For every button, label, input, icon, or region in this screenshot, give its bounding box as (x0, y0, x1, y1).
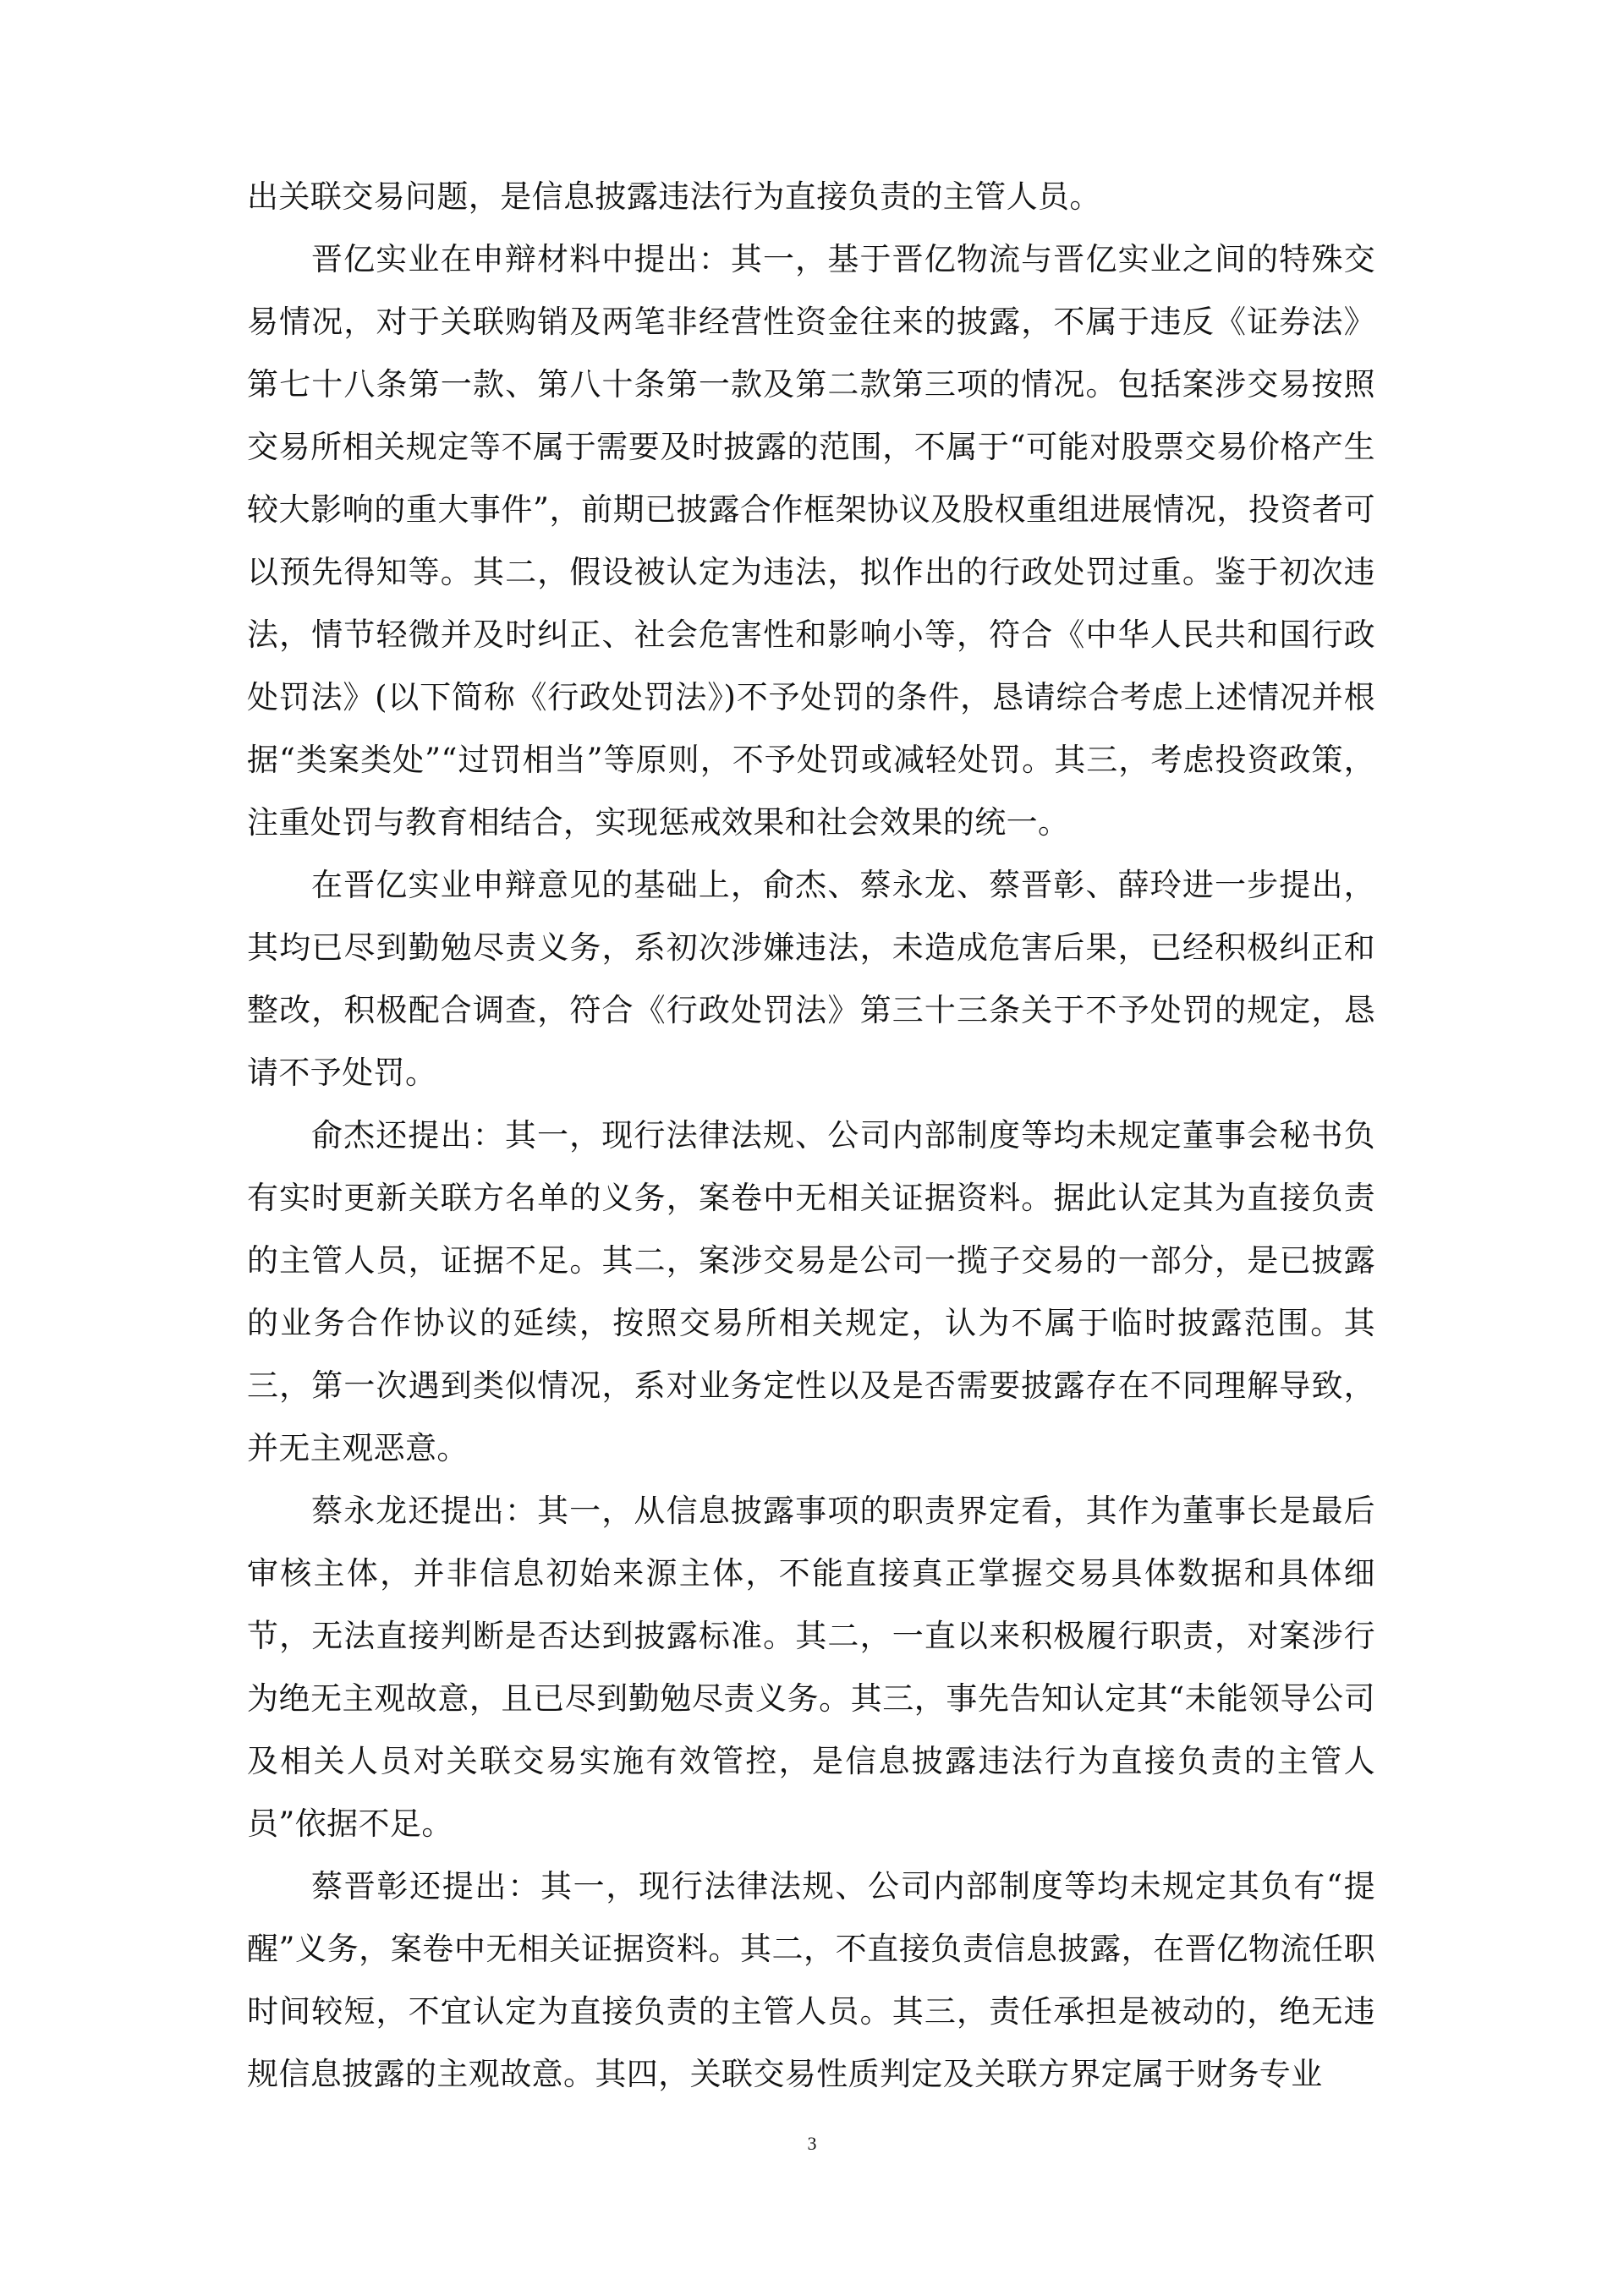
document-body (247, 166, 1375, 2106)
paragraph-continuation: 出关联交易问题，是信息披露违法行为直接负责的主管人员。 (247, 178, 1101, 215)
paragraph-joint-defense: 在晋亿实业申辩意见的基础上，俞杰、蔡永龙、蔡晋彰、薛玲进一步提出，其均已尽到勤勉尽责义务，系初次涉嫌违法，未造成危害后果，已经积极纠正和整改，积极配合调查，符合《行政处罚法》第三十三条关于不予处罚的规定，恳请不予处罚。 (247, 867, 1375, 1091)
paragraph-caijinzhang-defense: 蔡晋彰还提出：其一，现行法律法规、公司内部制度等均未规定其负有“提醒”义务，案卷中无相关证据资料。其二，不直接负责信息披露，在晋亿物流任职时间较短，不宜认定为直接负责的主管人员。其三，责任承担是被动的，绝无违规信息披露的主观故意。其四，关联交易性质判定及关联方界定属于财务专业 (247, 1868, 1375, 2092)
page-number: 3 (807, 2133, 817, 2154)
paragraph-jinyi-defense: 晋亿实业在申辩材料中提出：其一，基于晋亿物流与晋亿实业之间的特殊交易情况，对于关联购销及两笔非经营性资金往来的披露，不属于违反《证券法》第七十八条第一款、第八十条第一款及第二款第三项的情况。包括案涉交易按照交易所相关规定等不属于需要及时披露的范围，不属于“可能对股票交易价格产生较大影响的重大事件”，前期已披露合作框架协议及股权重组进展情况，投资者可以预先得知等。其二，假设被认定为违法，拟作出的行政处罚过重。鉴于初次违法，情节轻微并及时纠正、社会危害性和影响小等，符合《中华人民共和国行政处罚法》(以下简称《行政处罚法》)不予处罚的条件，恳请综合考虑上述情况并根据“类案类处”“过罚相当”等原则，不予处罚或减轻处罚。其三，考虑投资政策，注重处罚与教育相结合，实现惩戒效果和社会效果的统一。 (247, 241, 1375, 841)
paragraph-caiyonglong-defense: 蔡永龙还提出：其一，从信息披露事项的职责界定看，其作为董事长是最后审核主体，并非信息初始来源主体，不能直接真正掌握交易具体数据和具体细节，无法直接判断是否达到披露标准。其二，一直以来积极履行职责，对案涉行为绝无主观故意，且已尽到勤勉尽责义务。其三，事先告知认定其“未能领导公司及相关人员对关联交易实施有效管控，是信息披露违法行为直接负责的主管人员”依据不足。 (247, 1493, 1375, 1842)
paragraph-yujie-defense: 俞杰还提出：其一，现行法律法规、公司内部制度等均未规定董事会秘书负有实时更新关联方名单的义务，案卷中无相关证据资料。据此认定其为直接负责的主管人员，证据不足。其二，案涉交易是公司一揽子交易的一部分，是已披露的业务合作协议的延续，按照交易所相关规定，认为不属于临时披露范围。其三，第一次遇到类似情况，系对业务定性以及是否需要披露存在不同理解导致，并无主观恶意。 (247, 1117, 1375, 1466)
